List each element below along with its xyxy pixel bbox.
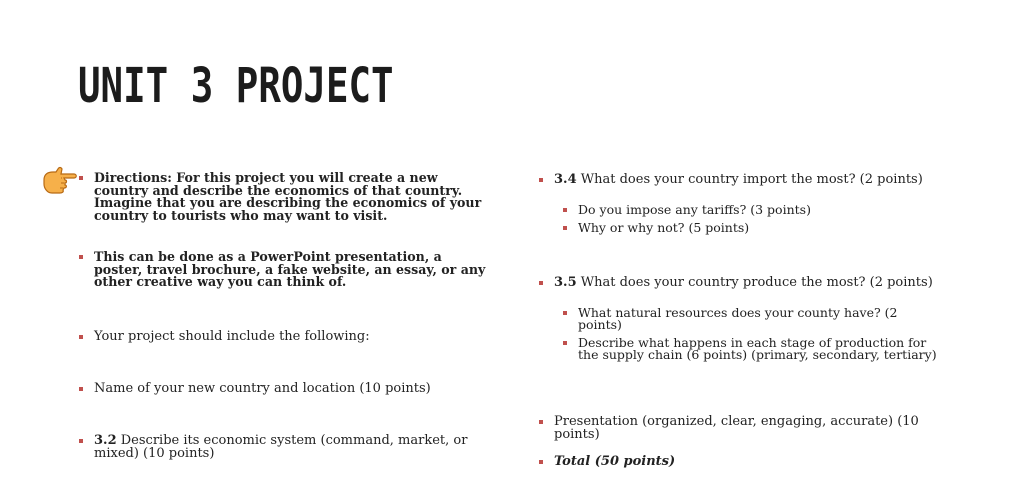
item-3-2	[78, 435, 490, 460]
directions-item: Directions: For this project you will create a new country and describe the economics of that country. Imagine that you are describing the economics of your country to tourists who may want to visit.	[78, 172, 490, 222]
item-3-4-text: What does your country import the most? (2 points)	[576, 172, 923, 187]
item-3-2-number: 3.2	[94, 433, 117, 448]
item-3-4-number: 3.4	[554, 172, 577, 187]
name-location-item: Name of your new country and location (10 points)	[78, 383, 490, 396]
slide-title: UNIT 3 PROJECT	[78, 58, 394, 114]
item-3-5-sub-supply-chain: Describe what happens in each stage of production for the supply chain (6 points) (primary, secondary, tertiary)	[562, 337, 938, 361]
item-3-5-sub-resources: What natural resources does your county have? (2 points)	[562, 307, 938, 331]
format-item: This can be done as a PowerPoint presentation, a poster, travel brochure, a fake website, an essay, or any other creative way you can think of.	[78, 251, 490, 289]
item-3-5-number: 3.5	[554, 275, 577, 290]
include-item: Your project should include the following:	[78, 331, 490, 344]
item-3-4-sub-tariffs: Do you impose any tariffs? (3 points)	[562, 204, 938, 216]
presentation-item: Presentation (organized, clear, engaging, accurate) (10 points)	[538, 416, 938, 441]
pointing-hand-icon	[42, 166, 78, 194]
item-3-5-text: What does your country produce the most? (2 points)	[576, 275, 933, 290]
item-3-4-sub-why: Why or why not? (5 points)	[562, 222, 938, 234]
item-3-5	[538, 277, 938, 290]
item-3-2-text: Describe its economic system (command, market, or mixed) (10 points)	[94, 433, 468, 461]
total-item: Total (50 points)	[538, 456, 938, 469]
item-3-4	[538, 174, 938, 187]
